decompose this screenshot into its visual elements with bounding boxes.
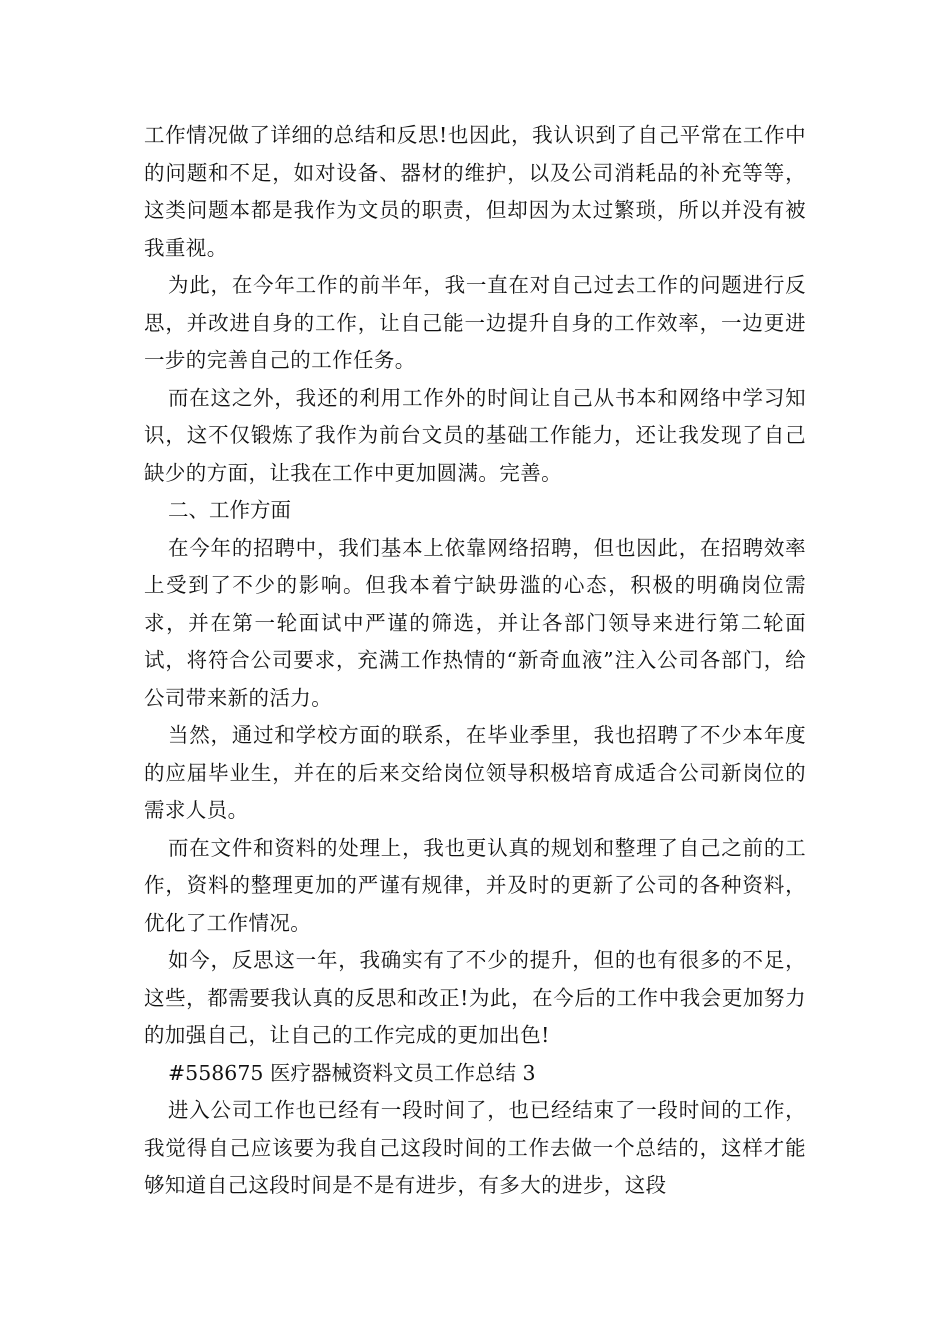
paragraph: 而在这之外，我还的利用工作外的时间让自己从书本和网络中学习知识，这不仅锻炼了我作为前台文员的基础工作能力，还让我发现了自己缺少的方面，让我在工作中更加圆满。完善。 xyxy=(144,385,806,485)
paragraph: 在今年的招聘中，我们基本上依靠网络招聘，但也因此，在招聘效率上受到了不少的影响。但我本着宁缺毋滥的心态，积极的明确岗位需求，并在第一轮面试中严谨的筛选，并让各部门领导来进行第二轮面试，将符合公司要求，充满工作热情的“新奇血液”注入公司各部门，给公司带来新的活力。 xyxy=(144,535,806,710)
paragraph: 而在文件和资料的处理上，我也更认真的规划和整理了自己之前的工作，资料的整理更加的严谨有规律，并及时的更新了公司的各种资料，优化了工作情况。 xyxy=(144,835,806,935)
paragraph: 为此，在今年工作的前半年，我一直在对自己过去工作的问题进行反思，并改进自身的工作，让自己能一边提升自身的工作效率，一边更进一步的完善自己的工作任务。 xyxy=(144,273,806,372)
paragraph: 如今，反思这一年，我确实有了不少的提升，但的也有很多的不足，这些，都需要我认真的反思和改正!为此，在今后的工作中我会更加努力的加强自己，让自己的工作完成的更加出色! xyxy=(144,948,806,1047)
paragraph: 当然，通过和学校方面的联系，在毕业季里，我也招聘了不少本年度的应届毕业生，并在的后来交给岗位领导积极培育成适合公司新岗位的需求人员。 xyxy=(144,723,806,822)
section-title: #558675 医疗器械资料文员工作总结 3 xyxy=(168,1060,536,1085)
document-body xyxy=(144,117,806,1205)
paragraph: 工作情况做了详细的总结和反思!也因此，我认识到了自己平常在工作中的问题和不足，如对设备、器材的维护，以及公司消耗品的补充等等，这类问题本都是我作为文员的职责，但却因为太过繁琐，所以并没有被我重视。 xyxy=(144,123,806,260)
paragraph: 进入公司工作也已经有一段时间了，也已经结束了一段时间的工作，我觉得自己应该要为我自己这段时间的工作去做一个总结的，这样才能够知道自己这段时间是不是有进步，有多大的进步，这段 xyxy=(144,1098,806,1197)
section-heading: 二、工作方面 xyxy=(168,498,291,522)
